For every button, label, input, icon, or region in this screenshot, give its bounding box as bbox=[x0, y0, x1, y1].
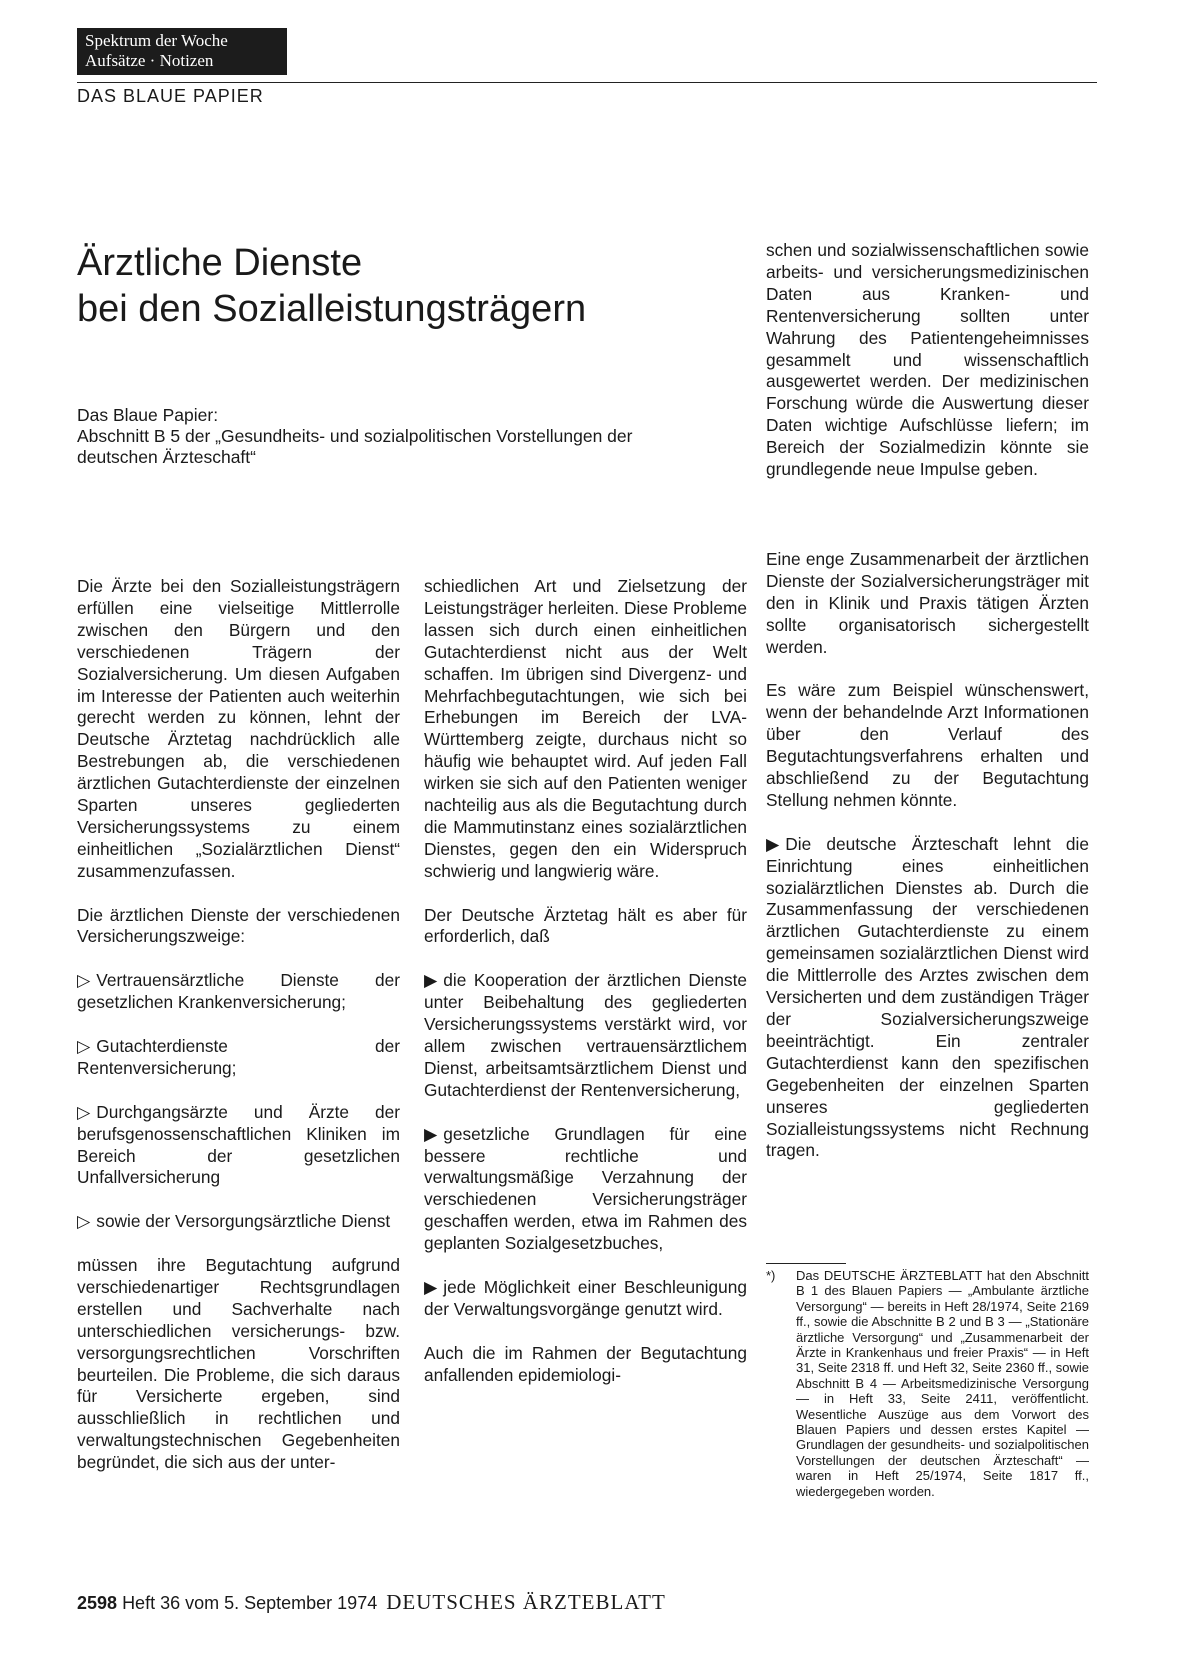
paragraph: Eine enge Zusammenarbeit der ärztlichen Dienste der Sozialversicherungsträger mit den in Klinik und Praxis tätigen Ärzten sollte organisatorisch sichergestellt werden. bbox=[766, 549, 1089, 657]
triangle-filled-icon: ▶ bbox=[424, 1276, 438, 1297]
triangle-outline-icon: ▷ bbox=[77, 1101, 91, 1122]
bullet-item: ▶ die Kooperation der ärztlichen Dienste unter Beibehaltung des gegliederten Versicherungssystems verstärkt wird, vor allem zwischen vertrauensärztlichem Dienst, arbeitsamtsärztlichem Dienst und Gutachterdienst der Rentenversicherung, bbox=[424, 970, 747, 1100]
paragraph: Die Ärzte bei den Sozialleistungsträgern erfüllen eine vielseitige Mittlerrolle zwischen den Bürgern und den verschiedenen Trägern der Sozialversicherung. Um diesen Aufgaben im Interesse der Patienten auch weiterhin gerecht werden zu können, lehnt der Deutsche Ärztetag nachdrücklich alle Bestrebungen ab, die verschiedenen ärztlichen Gutachterdienste der einzelnen Sparten unseres gegliederten Versicherungssystems zu einem einheitlichen „Sozialärztlichen Dienst“ zusammenzufassen. bbox=[77, 576, 400, 881]
list-item: ▷ sowie der Versorgungsärztliche Dienst bbox=[77, 1211, 391, 1232]
header-box-line2: Aufsätze · Notizen bbox=[85, 51, 214, 70]
footnote bbox=[766, 1268, 1089, 1499]
paragraph: Auch die im Rahmen der Begutachtung anfallenden epidemiologi- bbox=[424, 1342, 747, 1385]
subtitle-line2: Abschnitt B 5 der „Gesundheits- und sozialpolitischen Vorstellungen der deutschen Ärzteschaft“ bbox=[77, 426, 633, 467]
article-title-line2: bei den Sozialleistungsträgern bbox=[77, 288, 587, 330]
subtitle-line1: Das Blaue Papier: bbox=[77, 405, 219, 425]
article-subtitle bbox=[77, 405, 717, 468]
text-column-2 bbox=[424, 576, 747, 1408]
bullet-item: ▶ jede Möglichkeit einer Beschleunigung der Verwaltungsvorgänge genutzt wird. bbox=[424, 1276, 747, 1319]
list-item: ▷ Gutachterdienste der Rentenversicherung; bbox=[77, 1035, 400, 1078]
issue-info: Heft 36 vom 5. September 1974 bbox=[122, 1593, 378, 1613]
paragraph: Es wäre zum Beispiel wünschenswert, wenn der behandelnde Arzt Informationen über den Verlauf des Begutachtungsverfahrens erhalten und abschließend zu der Begutachtung Stellung nehmen könnte. bbox=[766, 680, 1089, 810]
header-divider bbox=[77, 82, 1097, 83]
section-label: DAS BLAUE PAPIER bbox=[77, 86, 264, 106]
journal-name: DEUTSCHES ÄRZTEBLATT bbox=[386, 1590, 666, 1614]
page-footer bbox=[77, 1590, 666, 1615]
paragraph: schen und sozialwissenschaftlichen sowie arbeits- und versicherungsmedizinischen Daten aus Kranken- und Rentenversicherung sollten unter Wahrung des Patientengeheimnisses gesammelt und wissenschaftlich ausgewertet werden. Der medizinischen Forschung würde die Auswertung dieser Daten wichtige Aufschlüsse liefern; im Bereich der Sozialmedizin könnte sie grundlegende neue Impulse geben. bbox=[766, 240, 1089, 480]
list-item: ▷ Durchgangsärzte und Ärzte der berufsgenossenschaftlichen Kliniken im Bereich der gesetzlichen Unfallversicherung bbox=[77, 1101, 400, 1188]
footnote-text: Das DEUTSCHE ÄRZTEBLATT hat den Abschnitt B 1 des Blauen Papiers — „Ambulante ärztliche Versorgung“ — bereits in Heft 28/1974, Seite 2169 ff., sowie die Abschnitte B 2 und B 3 — „Stationäre ärztliche Versorgung“ und „Zusammenarbeit der Ärzte in Krankenhaus und freier Praxis“ — in Heft 31, Seite 2318 ff. und Heft 32, Seite 2360 ff., sowie Abschnitt B 4 — Arbeitsmedizinische Versorgung — in Heft 33, Seite 2411, veröffentlicht. Wesentliche Auszüge aus dem Vorwort des Blauen Papiers und dessen erstes Kapitel — Grundlagen der gesundheits- und sozialpolitischen Vorstellungen der deutschen Ärzteschaft“ — waren in Heft 25/1974, Seite 1817 ff., wiedergegeben worden. bbox=[796, 1268, 1089, 1499]
paragraph: schiedlichen Art und Zielsetzung der Leistungsträger herleiten. Diese Probleme lassen sich durch einen einheitlichen Gutachterdienst nicht aus der Welt schaffen. Im übrigen sind Divergenz- und Mehrfachbegutachtungen, wie sich bei Erhebungen im Bereich der LVA-Württemberg zeigte, durchaus nicht so häufig wie behauptet wird. Auf jeden Fall wirken sie sich auf den Patienten weniger nachteilig aus als die Begutachtung durch die Mammutinstanz eines sozialärztlichen Dienstes, gegen den ein Widerspruch schwierig und langwierig wäre. bbox=[424, 576, 747, 881]
bullet-item: ▶ Die deutsche Ärzteschaft lehnt die Einrichtung eines einheitlichen sozialärztlichen Dienstes ab. Durch die Zusammenfassung der verschiedenen ärztlichen Gutachterdienste zu einem gemeinsamen sozialärztlichen Dienst wird die Mittlerrolle des Arztes zwischen dem Versicherten und dem zuständigen Träger der Sozialversicherungszweige beeinträchtigt. Ein zentraler Gutachterdienst kann den spezifischen Gegebenheiten der einzelnen Sparten unseres gegliederten Sozialleistungssystems nicht Rechnung tragen. bbox=[766, 833, 1089, 1161]
list-item: ▷ Vertrauensärztliche Dienste der gesetzlichen Krankenversicherung; bbox=[77, 970, 400, 1013]
triangle-filled-icon: ▶ bbox=[424, 970, 438, 991]
footnote-divider bbox=[766, 1263, 846, 1264]
paragraph: müssen ihre Begutachtung aufgrund verschiedenartiger Rechtsgrundlagen erstellen und Sachverhalte nach unterschiedlichen versicherungs- bzw. versorgungsrechtlichen Vorschriften beurteilen. Die Probleme, die sich daraus für Versicherte ergeben, sind ausschließlich in rechtlichen und verwaltungstechnischen Gegebenheiten begründet, die sich aus der unter- bbox=[77, 1255, 400, 1473]
page-number: 2598 bbox=[77, 1593, 118, 1613]
article-title-line1: Ärztliche Dienste bbox=[77, 242, 363, 284]
paragraph: Der Deutsche Ärztetag hält es aber für erforderlich, daß bbox=[424, 904, 747, 947]
footnote-mark: *) bbox=[766, 1268, 776, 1283]
triangle-filled-icon: ▶ bbox=[424, 1123, 438, 1144]
triangle-outline-icon: ▷ bbox=[77, 1211, 91, 1232]
triangle-filled-icon: ▶ bbox=[766, 833, 780, 854]
section-header-box bbox=[77, 28, 287, 75]
text-column-1 bbox=[77, 576, 400, 1496]
paragraph: Die ärztlichen Dienste der verschiedenen Versicherungszweige: bbox=[77, 904, 400, 947]
text-column-3 bbox=[766, 549, 1089, 1184]
text-column-3-top bbox=[766, 240, 1089, 481]
article-title bbox=[77, 240, 586, 332]
bullet-item: ▶ gesetzliche Grundlagen für eine bessere rechtliche und verwaltungsmäßige Verzahnung der verschiedenen Versicherungsträger geschaffen werden, etwa im Rahmen des geplanten Sozialgesetzbuches, bbox=[424, 1123, 747, 1254]
header-box-line1: Spektrum der Woche bbox=[85, 31, 228, 50]
triangle-outline-icon: ▷ bbox=[77, 970, 91, 991]
triangle-outline-icon: ▷ bbox=[77, 1035, 91, 1056]
